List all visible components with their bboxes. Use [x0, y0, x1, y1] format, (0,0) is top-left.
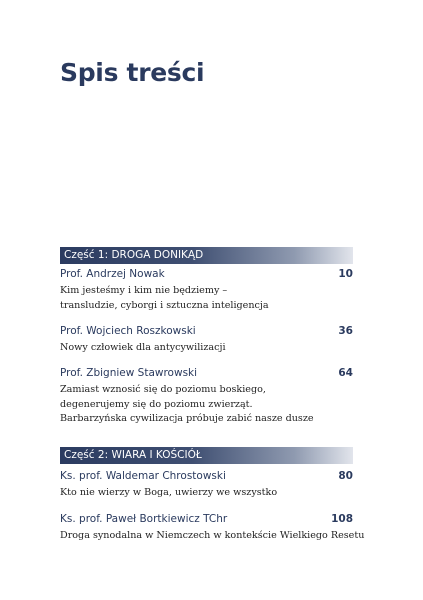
entry-author: Ks. prof. Paweł Bortkiewicz TChr: [60, 513, 228, 525]
entry-page-number: 108: [331, 513, 353, 525]
page-title: Spis treści: [60, 58, 205, 87]
entry-author: Prof. Andrzej Nowak: [60, 268, 165, 280]
part-2-header: Część 2: WIARA I KOŚCIÓŁ: [60, 447, 353, 464]
entry-page-number: 10: [338, 268, 353, 280]
entry-title-line: Kim jesteśmy i kim nie będziemy –: [60, 285, 228, 296]
entry-page-number: 80: [338, 470, 353, 482]
toc-entry-1[interactable]: [60, 268, 353, 313]
toc-entry-5[interactable]: [60, 513, 365, 544]
entry-title-line: Kto nie wierzy w Boga, uwierzy we wszystko: [60, 487, 278, 498]
entry-title-line: Droga synodalna w Niemczech w kontekście Wielkiego Resetu: [60, 530, 365, 541]
entry-page-number: 36: [338, 325, 353, 337]
toc-entry-3[interactable]: [60, 367, 353, 427]
entry-title-line: degenerujemy się do poziomu zwierząt.: [60, 398, 253, 410]
toc-entry-2[interactable]: [60, 325, 353, 356]
toc-entry-4[interactable]: [60, 470, 353, 501]
entry-title-line: transludzie, cyborgi i sztuczna inteligencja: [60, 299, 269, 311]
entry-page-number: 64: [338, 367, 353, 379]
entry-title-line: Nowy człowiek dla antycywilizacji: [60, 342, 226, 353]
entry-title-line: Zamiast wznosić się do poziomu boskiego,: [60, 384, 266, 395]
entry-author: Ks. prof. Waldemar Chrostowski: [60, 470, 226, 482]
part-1-header: Część 1: DROGA DONIKĄD: [60, 247, 353, 264]
entry-author: Prof. Wojciech Roszkowski: [60, 325, 196, 337]
entry-title-line: Barbarzyńska cywilizacja próbuje zabić nasze dusze: [60, 413, 314, 424]
entry-author: Prof. Zbigniew Stawrowski: [60, 367, 198, 379]
